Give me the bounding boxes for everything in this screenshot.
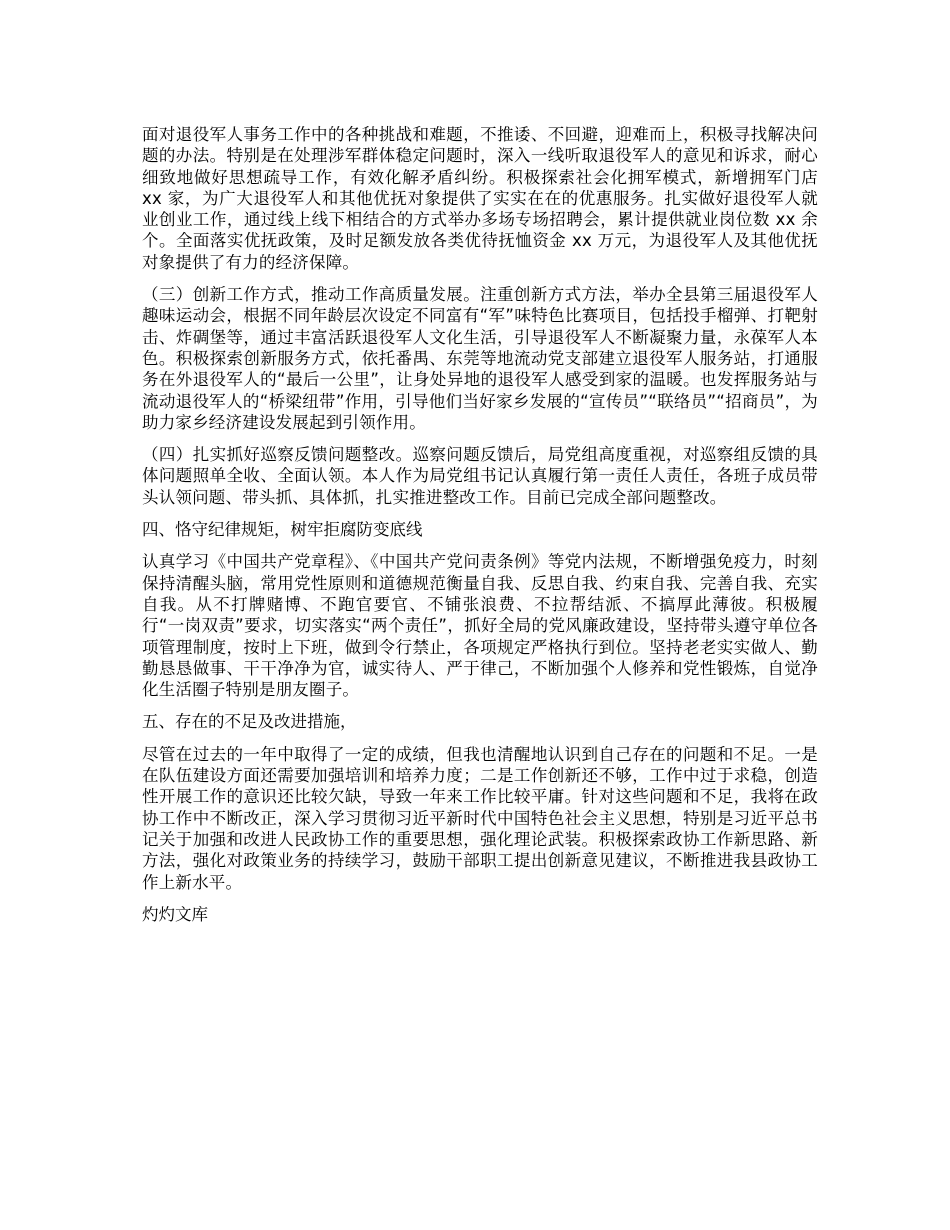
section-heading-shortcomings: 五、存在的不足及改进措施， [142, 712, 357, 732]
paragraph-inspection-rectification: （四）扎实抓好巡察反馈问题整改。巡察问题反馈后，局党组高度重视，对巡察组反馈的具体问题照单全收、全面认领。本人作为局党组书记认真履行第一责任人责任，各班子成员带头认领问题、带头抓、具体抓，扎实推进整改工作。目前已完成全部问题整改。 [142, 445, 818, 507]
paragraph-discipline: 认真学习《中国共产党章程》、《中国共产党问责条例》等党内法规，不断增强免疫力，时刻保持清醒头脑，常用党性原则和道德规范衡量自我、反思自我、约束自我、完善自我、充实自我。从不打牌赌博、不跑官要官、不铺张浪费、不拉帮结派、不搞厚此薄彼。积极履行“一岗双责”要求，切实落实“两个责任”，抓好全局的党风廉政建设，坚持带头遵守单位各项管理制度，按时上下班，做到令行禁止，各项规定严格执行到位。坚持老老实实做人、勤勤恳恳做事、干干净净为官，诚实待人、严于律己，不断加强个人修养和党性锻炼，自觉净化生活圈子特别是朋友圈子。 [142, 552, 818, 700]
paragraph-veteran-affairs: 面对退役军人事务工作中的各种挑战和难题，不推诿、不回避，迎难而上，积极寻找解决问题的办法。特别是在处理涉军群体稳定问题时，深入一线听取退役军人的意见和诉求，耐心细致地做好思想疏导工作，有效化解矛盾纠纷。积极探索社会化拥军模式，新增拥军门店 xx 家，为广大退役军人和其他优抚对象提供了实实在在的优惠服务。扎实做好退役军人就业创业工作，通过线上线下相结合的方式举办多场专场招聘会，累计提供就业岗位数 xx 余个。全面落实优抚政策，及时足额发放各类优待抚恤资金 xx 万元，为退役军人及其他优抚对象提供了有力的经济保障。 [142, 125, 818, 272]
section-heading-discipline: 四、恪守纪律规矩，树牢拒腐防变底线 [142, 520, 423, 540]
paragraph-shortcomings: 尽管在过去的一年中取得了一定的成绩，但我也清醒地认识到自己存在的问题和不足。一是在队伍建设方面还需要加强培训和培养力度；二是工作创新还不够，工作中过于求稳，创造性开展工作的意识还比较欠缺，导致一年来工作比较平庸。针对这些问题和不足，我将在政协工作中不断改正，深入学习贯彻习近平新时代中国特色社会主义思想，特别是习近平总书记关于加强和改进人民政协工作的重要思想，强化理论武装。积极探索政协工作新思路、新方法，强化对政策业务的持续学习，鼓励干部职工提出创新意见建议，不断推进我县政协工作上新水平。 [142, 744, 818, 892]
paragraph-innovation: （三）创新工作方式，推动工作高质量发展。注重创新方式方法，举办全县第三届退役军人趣味运动会，根据不同年龄层次设定不同富有“军”味特色比赛项目，包括投手榴弹、打靶射击、炸碉堡等，通过丰富活跃退役军人文化生活，引导退役军人不断凝聚力量，永葆军人本色。积极探索创新服务方式，依托番禺、东莞等地流动党支部建立退役军人服务站，打通服务在外退役军人的“最后一公里”，让身处异地的退役军人感受到家的温暖。也发挥服务站与流动退役军人的“桥梁纽带”作用，引导他们当好家乡发展的“宣传员”“联络员”“招商员”，为助力家乡经济建设发展起到引领作用。 [142, 285, 818, 432]
document-body [142, 124, 818, 936]
source-label: 灼灼文库 [142, 904, 208, 924]
